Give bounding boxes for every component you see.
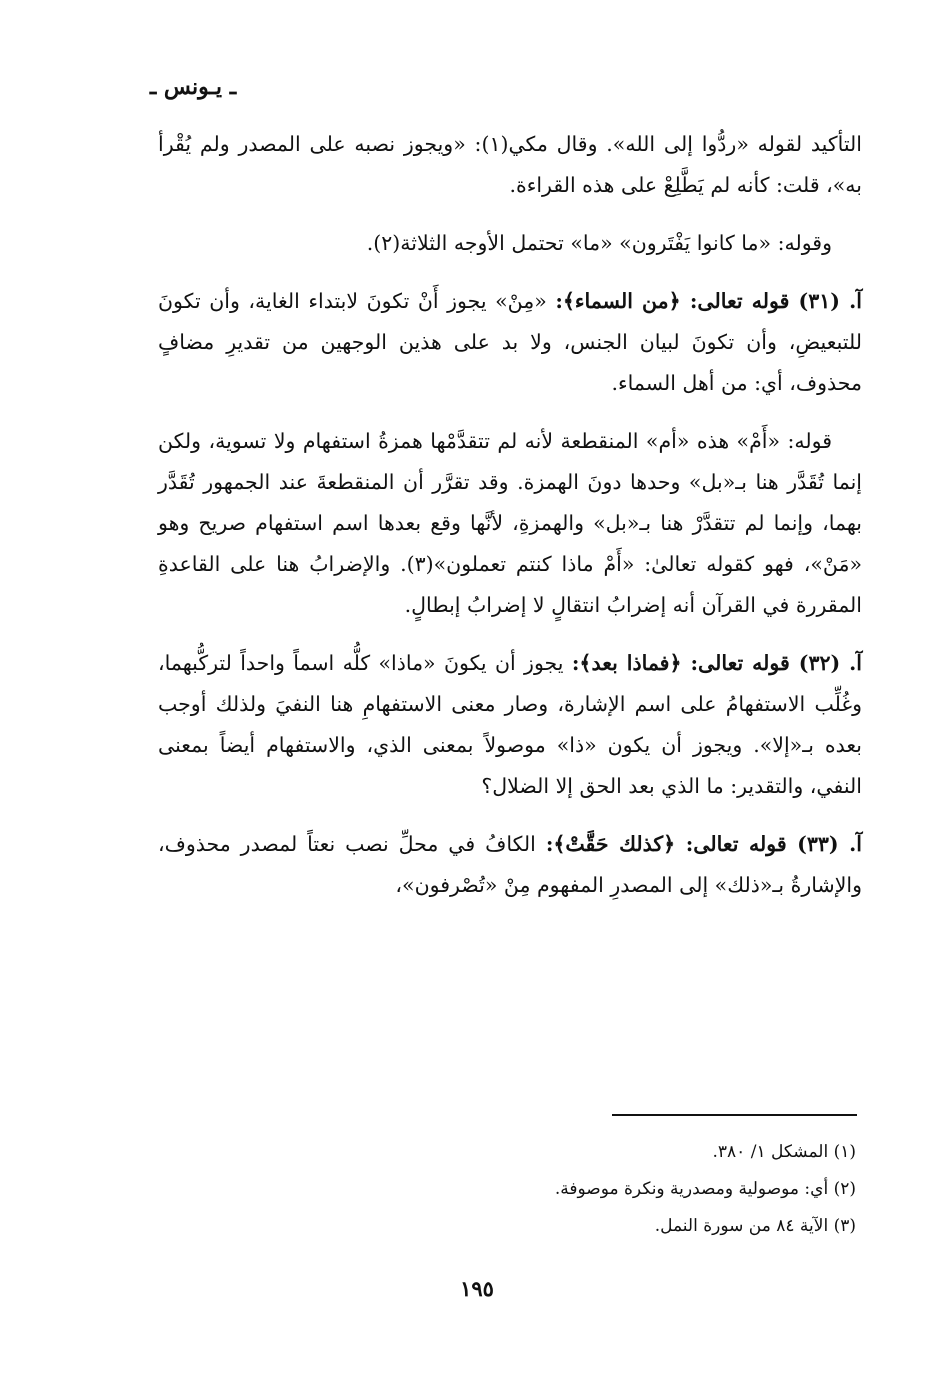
paragraph-verse-33 bbox=[158, 824, 862, 906]
paragraph-verse-32 bbox=[158, 643, 862, 807]
verse-heading: آ. (٣٣) قوله تعالى: ﴿كذلك حَقَّتْ﴾: bbox=[545, 832, 863, 856]
footnote-item: (١) المشكل ١/ ٣٨٠. bbox=[712, 1142, 856, 1162]
paragraph-verse-31 bbox=[158, 281, 862, 404]
verse-heading: آ. (٣٢) قوله تعالى: ﴿فماذا بعد﴾: bbox=[571, 651, 862, 675]
page-number: ١٩٥ bbox=[460, 1276, 494, 1301]
main-text bbox=[158, 124, 862, 923]
paragraph-text: قوله: «أَمْ» هذه «أم» المنقطعة لأنه لم تتقدَّمْها همزةُ استفهام ولا تسوية، ولكن إنما تُقَدَّر هنا بـ«بل» وحدها دونَ الهمزة. وقد تقرَّر أن المنقطعةَ عند الجمهور تُقَدَّر بهما، وإنما لم تتقدَّرْ هنا بـ«بل» والهمزةِ، لأنَّها وقع بعدها اسم استفهام صريح وهو «مَنْ»، فهو كقوله تعالىٰ: «أَمْ ماذا كنتم تعملون»(٣). والإضرابُ هنا على القاعدةِ المقررة في القرآن أنه إضرابُ انتقالٍ لا إضرابُ إبطالٍ. bbox=[158, 429, 863, 617]
footnotes bbox=[296, 1134, 856, 1245]
paragraph-text: التأكيد لقوله «ردُّوا إلى الله». وقال مكي(١): «ويجوز نصبه على المصدر ولم يُقْرأ به»، قلت: كأنه لم يَطَّلِعْ على هذه القراءة. bbox=[158, 132, 862, 197]
paragraph-note bbox=[158, 223, 862, 264]
paragraph-am-discussion bbox=[158, 421, 862, 626]
running-head-title: ـ يـونس ـ bbox=[149, 74, 237, 100]
footnote-item: (٢) أي: موصولية ومصدرية ونكرة موصوفة. bbox=[554, 1179, 856, 1199]
paragraph-text: وقوله: «ما كانوا يَفْتَرون» «ما» تحتمل الأوجه الثلاثة(٢). bbox=[366, 231, 832, 255]
footnote-separator bbox=[612, 1114, 857, 1116]
paragraph-text: «مِنْ» يجوز أَنْ تكونَ لابتداء الغاية، وأن تكونَ للتبعيضِ، وأن تكونَ لبيان الجنس، ولا بد على هذين الوجهين من تقديرِ مضافٍ محذوف، أي: من أهل السماء. bbox=[158, 289, 862, 395]
footnote-item: (٣) الآية ٨٤ من سورة النمل. bbox=[654, 1216, 856, 1236]
paragraph-text: الكافُ في محلِّ نصب نعتاً لمصدر محذوف، والإشارةُ بـ«ذلك» إلى المصدرِ المفهوم مِنْ «تُصْرفون»، bbox=[158, 832, 862, 897]
paragraph-continuation bbox=[158, 124, 862, 206]
paragraph-text: يجوز أن يكونَ «ماذا» كلُّه اسماً واحداً لتركُّبهما، وغُلِّب الاستفهامُ على اسم الإشارة، وصار معنى الاستفهامِ هنا النفيَ ولذلك أوجب بعده بـ«إلا». ويجوز أن يكون «ذا» موصولاً بمعنى الذي، والاستفهام أيضاً بمعنى النفي، والتقدير: ما الذي بعد الحق إلا الضلال؟ bbox=[158, 651, 862, 798]
verse-heading: آ. (٣١) قوله تعالى: ﴿من السماء﴾: bbox=[555, 289, 862, 313]
